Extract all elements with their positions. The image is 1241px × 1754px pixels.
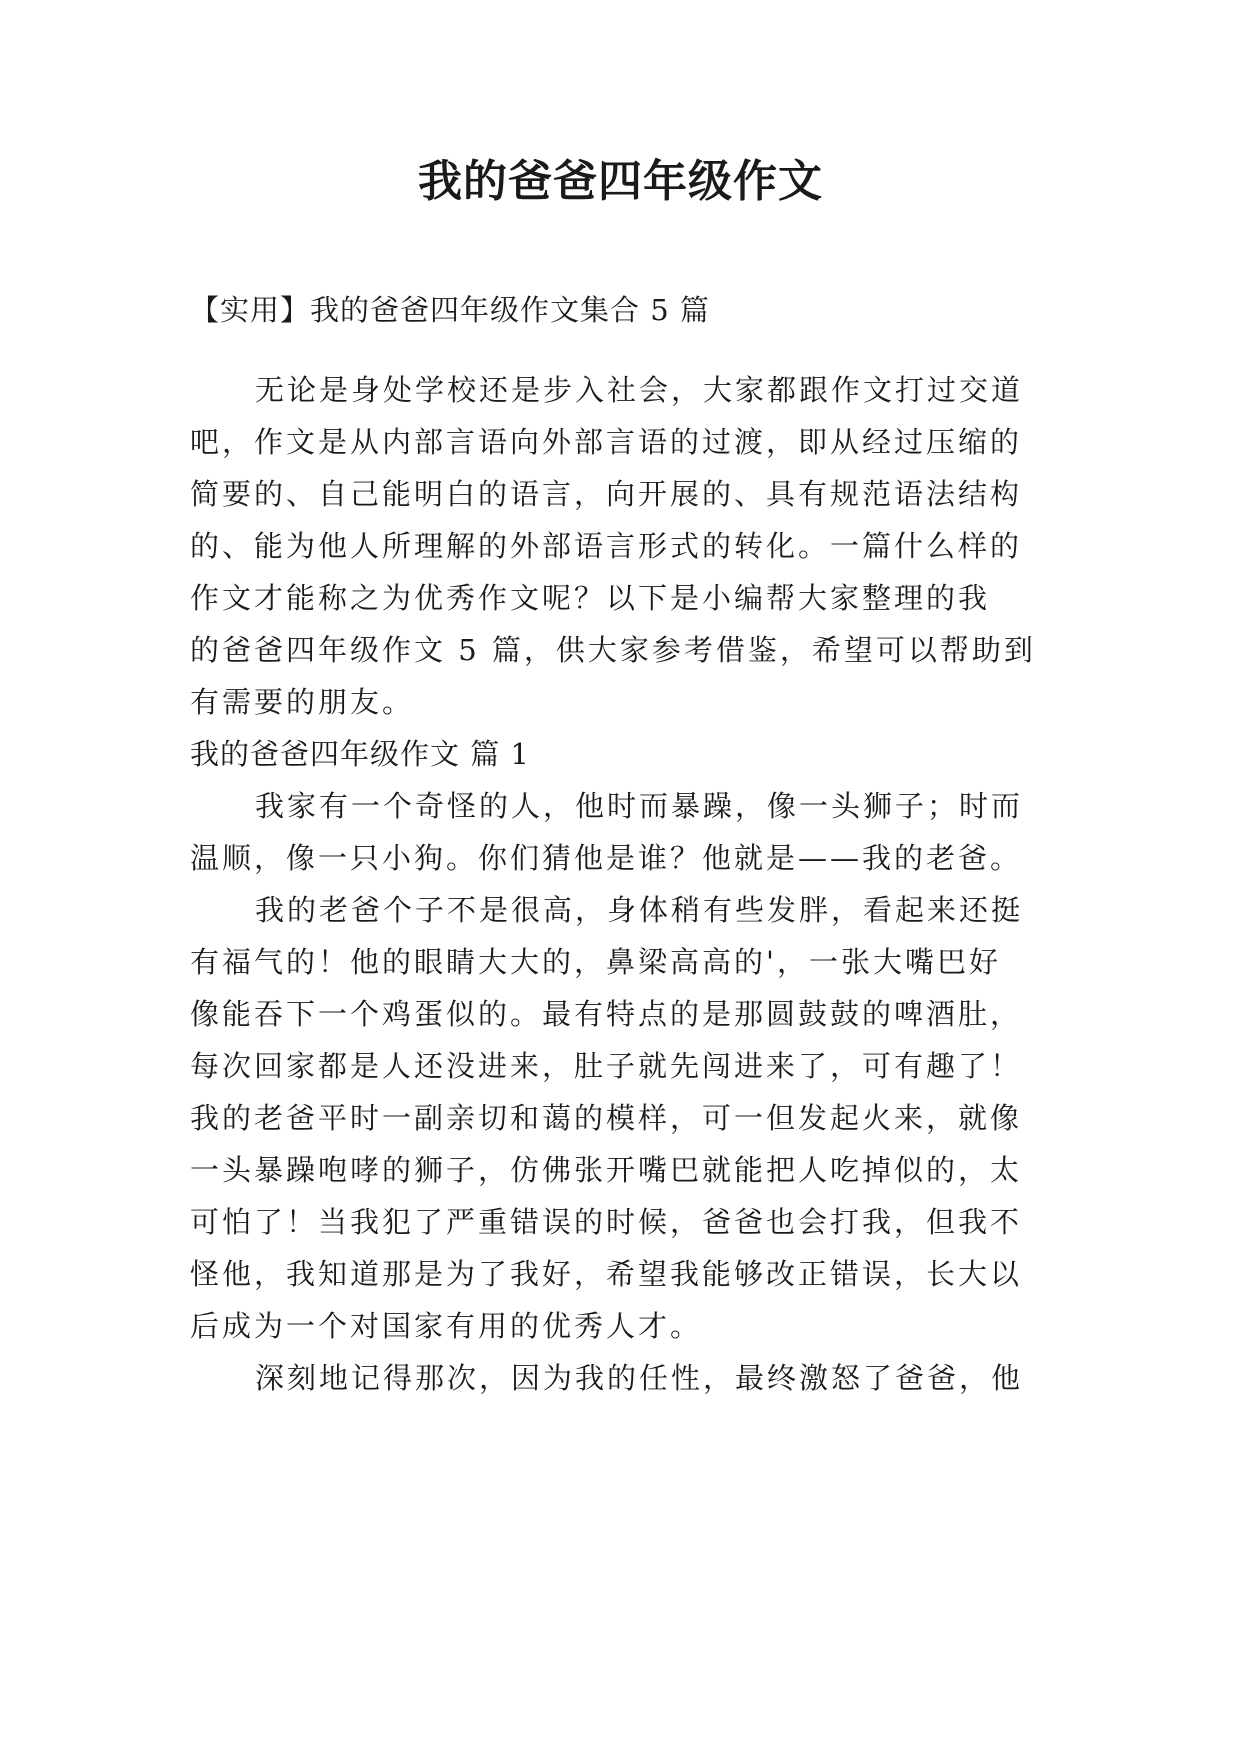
paragraph-line: 有福气的！他的眼睛大大的，鼻梁高高的'，一张大嘴巴好	[190, 945, 1001, 979]
paragraph-line: 怪他，我知道那是为了我好，希望我能够改正错误，长大以	[190, 1257, 1023, 1291]
paragraph-line: 像能吞下一个鸡蛋似的。最有特点的是那圆鼓鼓的啤酒肚，	[190, 997, 1023, 1031]
document-subtitle: 【实用】我的爸爸四年级作文集合 5 篇	[190, 293, 710, 327]
section-heading: 我的爸爸四年级作文 篇 1	[190, 737, 530, 771]
intro-line: 无论是身处学校还是步入社会，大家都跟作文打过交道	[255, 373, 1024, 407]
intro-line: 简要的、自己能明白的语言，向开展的、具有规范语法结构	[190, 477, 1023, 511]
paragraph-line: 我的老爸个子不是很高，身体稍有些发胖，看起来还挺	[255, 893, 1024, 927]
paragraph-line: 一头暴躁咆哮的狮子，仿佛张开嘴巴就能把人吃掉似的，太	[190, 1153, 1023, 1187]
paragraph-line: 后成为一个对国家有用的优秀人才。	[190, 1309, 703, 1343]
intro-line: 有需要的朋友。	[190, 685, 415, 719]
paragraph-line: 我家有一个奇怪的人，他时而暴躁，像一头狮子；时而	[255, 789, 1024, 823]
intro-line: 作文才能称之为优秀作文呢？以下是小编帮大家整理的我	[190, 581, 991, 615]
paragraph-line: 我的老爸平时一副亲切和蔼的模样，可一但发起火来，就像	[190, 1101, 1023, 1135]
intro-line: 吧，作文是从内部言语向外部言语的过渡，即从经过压缩的	[190, 425, 1023, 459]
paragraph-line: 温顺，像一只小狗。你们猜他是谁？他就是——我的老爸。	[190, 841, 1023, 875]
intro-line: 的爸爸四年级作文 5 篇，供大家参考借鉴，希望可以帮助到	[190, 633, 1036, 667]
paragraph-line: 深刻地记得那次，因为我的任性，最终激怒了爸爸，他	[255, 1361, 1024, 1395]
paragraph-line: 每次回家都是人还没进来，肚子就先闯进来了，可有趣了！	[190, 1049, 1023, 1083]
paragraph-line: 可怕了！当我犯了严重错误的时候，爸爸也会打我，但我不	[190, 1205, 1023, 1239]
document-title: 我的爸爸四年级作文	[418, 156, 823, 207]
intro-line: 的、能为他人所理解的外部语言形式的转化。一篇什么样的	[190, 529, 1023, 563]
